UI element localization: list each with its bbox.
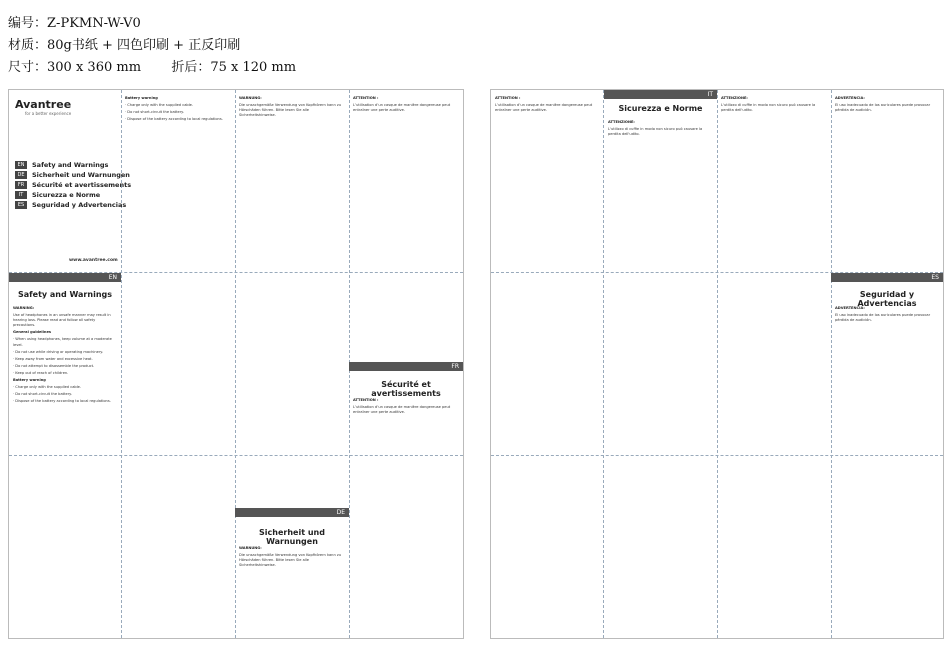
- doc-id-label: 编号：: [8, 16, 48, 31]
- it-warning-heading: ATTENZIONE:: [721, 96, 748, 100]
- language-index-row: [15, 170, 133, 179]
- section-band-it: IT: [604, 90, 717, 99]
- it-text-block-2: [721, 96, 827, 268]
- de-text-block-2: [239, 546, 345, 634]
- doc-id-line: [8, 12, 141, 31]
- en-battery-item: · Dispose of the battery according to local regulations.: [13, 399, 117, 404]
- section-band-es: ES: [831, 273, 943, 282]
- language-index: [15, 160, 133, 210]
- brand-tagline: for a better experience: [25, 111, 72, 116]
- es-warning-heading: ADVERTENCIA:: [835, 96, 865, 100]
- en-battery-heading: Battery warning: [13, 378, 46, 383]
- leaflet-front-side: [8, 89, 464, 639]
- it-warning-heading: ATTENZIONE:: [608, 120, 635, 124]
- language-index-row: [15, 200, 133, 209]
- en-general-item: · Keep out of reach of children.: [13, 371, 117, 376]
- language-index-row: [15, 160, 133, 169]
- language-code: ES: [15, 201, 27, 209]
- en-warning-heading: WARNING:: [13, 306, 35, 310]
- language-index-row: [15, 180, 133, 189]
- language-index-row: [15, 190, 133, 199]
- en-warning-body: Use of headphones in an unsafe manner may result in hearing loss. Please read and follow all safety precautions.: [13, 313, 111, 328]
- es-text-block-1: [835, 96, 939, 268]
- en-battery-item: · Charge only with the supplied cable.: [13, 385, 117, 390]
- fr-text-block-2: [353, 398, 459, 634]
- en-general-item: · Do not use while driving or operating machinery.: [13, 350, 117, 355]
- es-warning-heading: ADVERTENCIA:: [835, 306, 865, 310]
- section-band-de: DE: [235, 508, 349, 517]
- section-title-it: Sicurezza e Norme: [618, 104, 703, 113]
- fr-warning-heading: ATTENTION :: [353, 96, 379, 100]
- material-line: [8, 34, 240, 53]
- folded-size-label: 折后：: [171, 60, 211, 75]
- section-title-fr: Sécurité et avertissements: [371, 380, 441, 398]
- de-warning-body: Die unsachgemäße Verwendung von Kopfhörern kann zu Hörschäden führen. Bitte lesen Sie alle Sicherheitshinweise.: [239, 553, 342, 568]
- fr-warning-heading: ATTENTION :: [495, 96, 521, 100]
- folded-size-value: 75 x 120 mm: [210, 60, 297, 75]
- it-text-block-1: [608, 120, 714, 268]
- fr-text-block-1: [353, 96, 459, 268]
- en-battery-item: · Do not short-circuit the battery.: [125, 110, 231, 115]
- en-text-block-1: [13, 306, 117, 452]
- it-warning-body: L'utilizzo di cuffie in modo non sicuro può causare la perdita dell'udito.: [608, 127, 703, 137]
- fr-warning-body: L’utilisation d’un casque de manière dangereuse peut entraîner une perte auditive.: [353, 405, 451, 415]
- de-warning-body: Die unsachgemäße Verwendung von Kopfhörern kann zu Hörschäden führen. Bitte lesen Sie alle Sicherheitshinweise.: [239, 103, 342, 118]
- section-title-en: Safety and Warnings: [18, 290, 112, 299]
- en-general-item: · Keep away from water and excessive heat.: [13, 357, 117, 362]
- brand-name: Avantree: [15, 98, 72, 111]
- size-value: 300 x 360 mm: [47, 60, 142, 75]
- de-text-block-1: [239, 96, 345, 268]
- fr-warning-body: L’utilisation d’un casque de manière dangereuse peut entraîner une perte auditive.: [495, 103, 593, 113]
- fr-warning-heading: ATTENTION :: [353, 398, 379, 402]
- language-title: Sécurité et avertissements: [32, 180, 132, 189]
- doc-id-value: Z-PKMN-W-V0: [47, 16, 141, 31]
- section-title-es: Seguridad y Advertencias: [857, 290, 917, 308]
- language-code: FR: [15, 181, 27, 189]
- en-general-item: · Do not attempt to disassemble the product.: [13, 364, 117, 369]
- fr-text-block-3: [495, 96, 599, 268]
- language-title: Sicherheit und Warnungen: [32, 170, 130, 179]
- en-text-block-2: [125, 96, 231, 268]
- material-value: 80g书纸 + 四色印刷 + 正反印刷: [47, 38, 241, 53]
- brand-logo: [15, 98, 71, 116]
- material-label: 材质：: [8, 38, 48, 53]
- de-warning-heading: WARNUNG:: [239, 96, 262, 100]
- language-code: EN: [15, 161, 27, 169]
- size-label: 尺寸：: [8, 60, 48, 75]
- section-band-fr: FR: [349, 362, 463, 371]
- es-warning-body: El uso inadecuado de los auriculares puede provocar pérdida de audición.: [835, 103, 931, 113]
- en-battery-heading: Battery warning: [125, 96, 158, 100]
- section-title-de: Sicherheit und Warnungen: [259, 528, 325, 546]
- de-warning-heading: WARNUNG:: [239, 546, 262, 550]
- section-band-en: EN: [9, 273, 121, 282]
- fr-warning-body: L’utilisation d’un casque de manière dangereuse peut entraîner une perte auditive.: [353, 103, 451, 113]
- es-warning-body: El uso inadecuado de los auriculares puede provocar pérdida de audición.: [835, 313, 931, 323]
- language-title: Seguridad y Advertencias: [32, 200, 127, 209]
- leaflet-back-side: [490, 89, 944, 639]
- en-battery-item: · Dispose of the battery according to local regulations.: [125, 117, 231, 122]
- en-general-item: · When using headphones, keep volume at a moderate level.: [13, 337, 117, 347]
- en-battery-item: · Charge only with the supplied cable.: [125, 103, 231, 108]
- en-general-heading: General guidelines: [13, 330, 52, 335]
- es-text-block-2: [835, 306, 939, 452]
- language-code: IT: [15, 191, 27, 199]
- it-warning-body: L'utilizzo di cuffie in modo non sicuro può causare la perdita dell'udito.: [721, 103, 816, 113]
- language-code: DE: [15, 171, 27, 179]
- en-battery-item: · Do not short-circuit the battery.: [13, 392, 117, 397]
- language-title: Sicurezza e Norme: [32, 190, 101, 199]
- language-title: Safety and Warnings: [32, 160, 109, 169]
- website-url: www.avantree.com: [69, 258, 118, 263]
- size-line: [8, 56, 296, 75]
